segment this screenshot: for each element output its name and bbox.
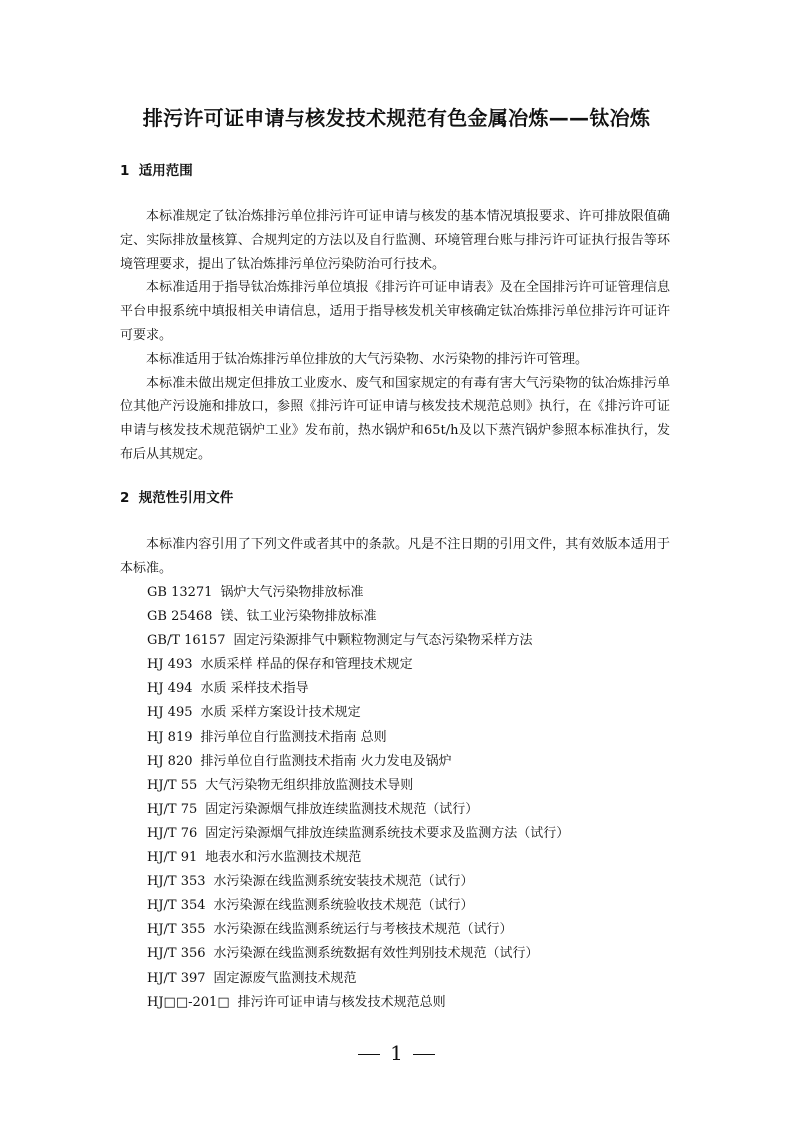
- reference-code: GB 13271: [147, 585, 213, 600]
- reference-title: 排污单位自行监测技术指南 火力发电及锅炉: [200, 753, 452, 769]
- paragraph: 本标准适用于钛冶炼排污单位排放的大气污染物、水污染物的排污许可管理。: [146, 351, 589, 367]
- reference-code: HJ/T 354: [147, 898, 206, 914]
- reference-code: HJ 494: [147, 681, 193, 697]
- reference-title: 排污单位自行监测技术指南 总则: [200, 729, 387, 745]
- reference-title: 固定污染源排气中颗粒物测定与气态污染物采样方法: [233, 633, 533, 649]
- reference-item: [147, 991, 667, 1015]
- reference-title: 大气污染物无组织排放监测技术导则: [205, 777, 414, 793]
- section-body-references: [120, 533, 670, 581]
- reference-item: [147, 774, 667, 798]
- reference-code: HJ/T 356: [147, 946, 206, 962]
- reference-item: [147, 653, 667, 677]
- section-number: 1: [120, 163, 130, 179]
- reference-list: [147, 581, 667, 1015]
- section-body-scope: [120, 205, 670, 467]
- reference-item: [147, 942, 667, 966]
- footer-dash-left: [358, 1054, 380, 1055]
- reference-code: HJ/T 355: [147, 922, 206, 938]
- reference-item: [147, 677, 667, 701]
- reference-code: HJ 819: [147, 729, 193, 745]
- paragraph: 本标准内容引用了下列文件或者其中的条款。凡是不注日期的引用文件，其有效版本适用于本标准。: [120, 537, 670, 576]
- paragraph: 本标准规定了钛冶炼排污单位排污许可证申请与核发的基本情况填报要求、许可排放限值确定、实际排放量核算、合规判定的方法以及自行监测、环境管理台账与排污许可证执行报告等环境管理要求，提出了钛冶炼排污单位污染防治可行技术。: [120, 209, 670, 272]
- reference-title: 固定污染源烟气排放连续监测技术规范（试行）: [205, 801, 479, 817]
- reference-item: [147, 846, 667, 870]
- reference-title: 固定源废气监测技术规范: [213, 970, 357, 986]
- reference-code: HJ 495: [147, 705, 193, 721]
- reference-item: [147, 918, 667, 942]
- reference-item: [147, 894, 667, 918]
- reference-code: HJ/T 397: [147, 970, 206, 986]
- reference-title: 水污染源在线监测系统安装技术规范（试行）: [213, 874, 474, 890]
- reference-title: 水污染源在线监测系统运行与考核技术规范（试行）: [213, 922, 513, 938]
- reference-title: 水质采样 样品的保存和管理技术规定: [200, 657, 413, 673]
- reference-item: [147, 629, 667, 653]
- reference-code: HJ□□-201□: [147, 994, 230, 1010]
- section-title: 规范性引用文件: [138, 490, 234, 506]
- document-title: 排污许可证申请与核发技术规范有色金属冶炼——钛冶炼: [142, 106, 651, 130]
- reference-title: 水质 采样方案设计技术规定: [200, 705, 361, 721]
- reference-item: [147, 581, 667, 605]
- reference-code: HJ/T 76: [147, 825, 198, 841]
- reference-code: GB/T 16157: [147, 633, 226, 649]
- section-number: 2: [120, 490, 130, 506]
- reference-code: HJ/T 75: [147, 801, 198, 817]
- reference-title: 地表水和污水监测技术规范: [205, 850, 362, 866]
- reference-title: 水污染源在线监测系统数据有效性判别技术规范（试行）: [213, 946, 539, 962]
- reference-title: 水污染源在线监测系统验收技术规范（试行）: [213, 898, 474, 914]
- reference-code: HJ/T 91: [147, 850, 198, 866]
- reference-item: [147, 798, 667, 822]
- page-number: 1: [390, 1041, 403, 1065]
- reference-code: HJ 820: [147, 753, 193, 769]
- reference-title: 锅炉大气污染物排放标准: [220, 585, 364, 600]
- reference-code: HJ 493: [147, 657, 193, 673]
- reference-title: 水质 采样技术指导: [200, 681, 309, 697]
- reference-item: [147, 750, 667, 774]
- section-heading-references: [120, 488, 233, 508]
- reference-title: 排污许可证申请与核发技术规范总则: [237, 994, 446, 1010]
- reference-item: [147, 726, 667, 750]
- section-heading-scope: [120, 161, 193, 181]
- section-title: 适用范围: [138, 163, 193, 179]
- reference-title: 镁、钛工业污染物排放标准: [220, 609, 377, 625]
- reference-code: HJ/T 353: [147, 874, 206, 890]
- reference-item: [147, 701, 667, 725]
- reference-item: [147, 822, 667, 846]
- reference-title: 固定污染源烟气排放连续监测系统技术要求及监测方法（试行）: [205, 825, 570, 841]
- paragraph: 本标准适用于指导钛冶炼排污单位填报《排污许可证申请表》及在全国排污许可证管理信息平台申报系统中填报相关申请信息，适用于指导核发机关审核确定钛冶炼排污单位排污许可证许可要求。: [120, 280, 670, 343]
- reference-code: GB 25468: [147, 609, 213, 625]
- reference-code: HJ/T 55: [147, 777, 198, 793]
- footer-dash-right: [413, 1054, 435, 1055]
- paragraph: 本标准未做出规定但排放工业废水、废气和国家规定的有毒有害大气污染物的钛冶炼排污单位其他产污设施和排放口，参照《排污许可证申请与核发技术规范总则》执行，在《排污许可证申请与核发技术规范锅炉工业》发布前，热水锅炉和65t/h及以下蒸汽锅炉参照本标准执行，发布后从其规定。: [120, 375, 670, 462]
- reference-item: [147, 967, 667, 991]
- page-footer: [0, 1040, 793, 1066]
- reference-item: [147, 870, 667, 894]
- reference-item: [147, 605, 667, 629]
